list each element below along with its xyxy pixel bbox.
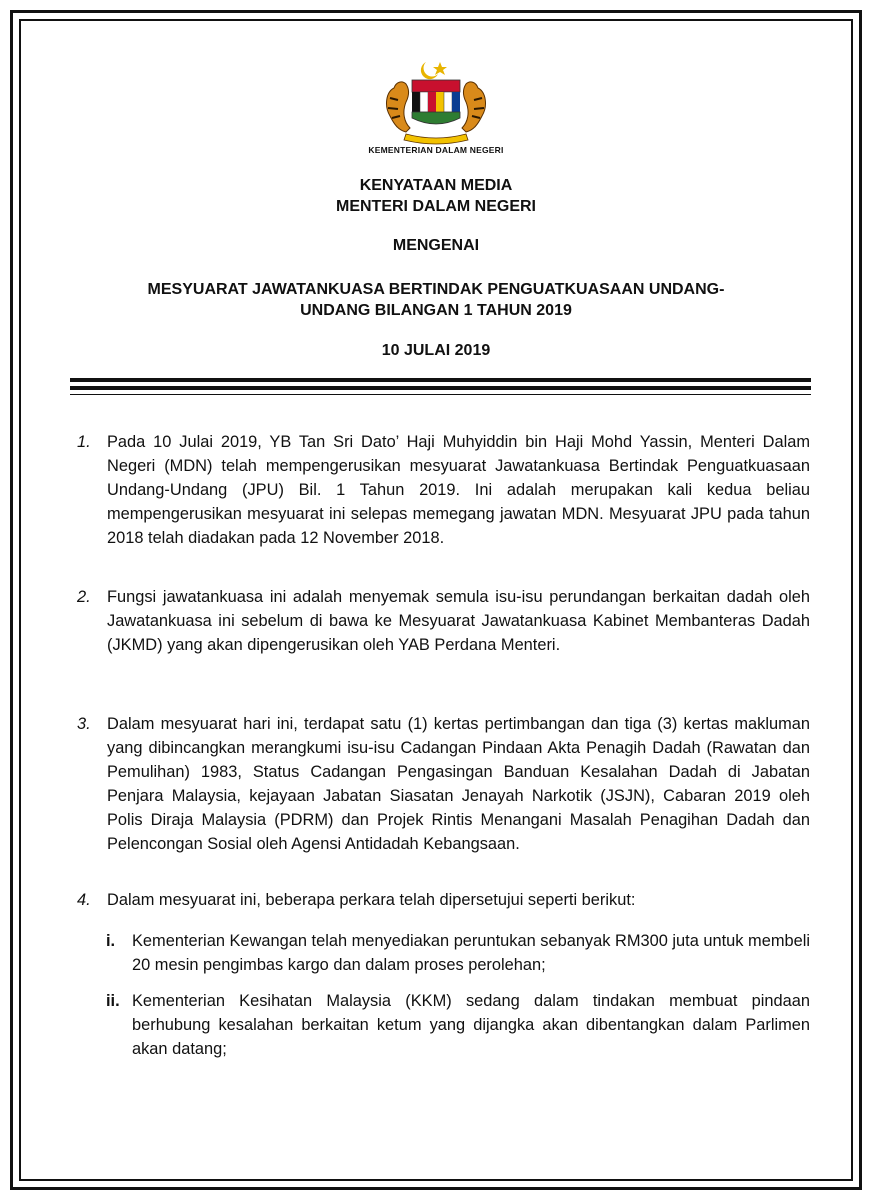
paragraph-number: 1. [77, 433, 91, 451]
divider-rule [70, 394, 811, 395]
ministry-name: KEMENTERIAN DALAM NEGERI [368, 145, 504, 155]
heading-regarding: MENGENAI [392, 237, 480, 254]
paragraph-number: 2. [77, 588, 91, 606]
paragraph-4 [77, 888, 810, 912]
heading-date: 10 JULAI 2019 [381, 342, 491, 359]
subitem-number: ii. [106, 992, 120, 1010]
heading-media-statement: KENYATAAN MEDIA [359, 177, 513, 194]
paragraph-2 [77, 585, 810, 657]
subitem-text: Kementerian Kewangan telah menyediakan peruntukan sebanyak RM300 juta untuk membeli 20 mesin pengimbas kargo dan dalam proses perolehan; [132, 932, 810, 974]
paragraph-text: Fungsi jawatankuasa ini adalah menyemak semula isu-isu perundangan berkaitan dadah oleh Jawatankuasa ini sebelum di bawa ke Mesyuarat Jawatankuasa Kabinet Membanteras Dadah (JKMD) yang akan dipengerusikan oleh YAB Perdana Menteri. [107, 588, 810, 654]
heading-minister: MENTERI DALAM NEGERI [336, 198, 536, 215]
divider-rule [70, 378, 811, 382]
subitem-text: Kementerian Kesihatan Malaysia (KKM) sedang dalam tindakan membuat pindaan berhubung kesalahan berkaitan ketum yang dijangka akan dibentangkan dalam Parlimen akan datang; [132, 992, 810, 1058]
paragraph-3 [77, 712, 810, 856]
paragraph-1 [77, 430, 810, 550]
divider-rule [70, 386, 811, 390]
paragraph-number: 3. [77, 715, 91, 733]
subitem-ii [106, 989, 810, 1061]
heading-subject-line1: MESYUARAT JAWATANKUASA BERTINDAK PENGUATKUASAAN UNDANG- [147, 281, 725, 298]
heading-subject-line2: UNDANG BILANGAN 1 TAHUN 2019 [300, 302, 572, 319]
paragraph-text: Dalam mesyuarat ini, beberapa perkara telah dipersetujui seperti berikut: [107, 891, 636, 909]
subitem-number: i. [106, 932, 116, 950]
paragraph-text: Dalam mesyuarat hari ini, terdapat satu (1) kertas pertimbangan dan tiga (3) kertas makluman yang dibincangkan merangkumi isu-isu Cadangan Pindaan Akta Penagih Dadah (Rawatan dan Pemulihan) 1983, Status Cadangan Pengasingan Banduan Kesalahan Dadah di Jabatan Penjara Malaysia, kejayaan Jabatan Siasatan Jenayah Narkotik (JSJN), Cabaran 2019 oleh Polis Diraja Malaysia (PDRM) dan Projek Rintis Menangani Masalah Penagihan Dadah dan Pelencongan Sosial oleh Agensi Antidadah Kebangsaan. [107, 715, 810, 853]
coat-of-arms-icon [376, 58, 496, 148]
paragraph-number: 4. [77, 891, 91, 909]
subitem-i [106, 929, 810, 977]
paragraph-text: Pada 10 Julai 2019, YB Tan Sri Dato’ Haji Muhyiddin bin Haji Mohd Yassin, Menteri Dalam Negeri (MDN) telah mempengerusikan mesyuarat Jawatankuasa Bertindak Penguatkuasaan Undang-Undang (JPU) Bil. 1 Tahun 2019. Ini adalah merupakan kali kedua beliau mempengerusikan mesyuarat ini selepas memegang jawatan MDN. Mesyuarat JPU pada tahun 2018 telah diadakan pada 12 November 2018. [107, 433, 810, 547]
